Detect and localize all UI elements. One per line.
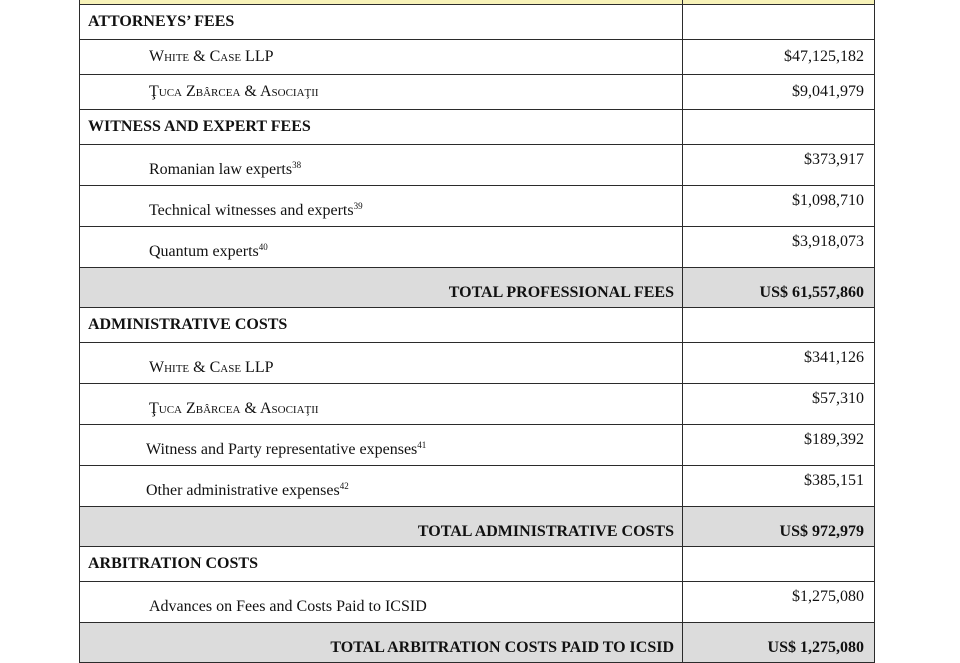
total-label: TOTAL ADMINISTRATIVE COSTS	[80, 507, 683, 547]
empty-amount-cell	[683, 308, 875, 343]
section-heading-attorneys-fees	[80, 5, 875, 40]
table-row	[80, 384, 875, 425]
footnote-ref: 38	[292, 160, 302, 171]
table-row	[80, 145, 875, 186]
row-label: Other administrative expenses	[146, 482, 340, 500]
table-row	[80, 425, 875, 466]
row-label: White & Case LLP	[80, 343, 683, 384]
row-amount: $57,310	[683, 384, 875, 425]
section-heading-label: ADMINISTRATIVE COSTS	[80, 308, 683, 343]
row-label-cell	[80, 186, 683, 227]
footnote-ref: 39	[353, 201, 363, 212]
row-amount: $189,392	[683, 425, 875, 466]
row-label: Technical witnesses and experts	[149, 202, 354, 220]
total-label: TOTAL ARBITRATION COSTS PAID TO ICSID	[80, 623, 683, 663]
costs-table	[79, 0, 875, 663]
total-row-professional-fees	[80, 268, 875, 308]
footnote-ref: 42	[339, 481, 349, 492]
row-label: Ţuca Zbârcea & Asociaţii	[80, 384, 683, 425]
row-amount: $385,151	[683, 466, 875, 507]
empty-amount-cell	[683, 5, 875, 40]
row-amount: $3,918,073	[683, 227, 875, 268]
row-label: Romanian law experts	[149, 161, 293, 179]
row-label: Advances on Fees and Costs Paid to ICSID	[80, 582, 683, 623]
row-label-cell	[80, 466, 683, 507]
row-label-cell	[80, 227, 683, 268]
section-heading-label: WITNESS AND EXPERT FEES	[80, 110, 683, 145]
row-label: Quantum experts	[149, 243, 259, 261]
row-amount: $1,098,710	[683, 186, 875, 227]
table-row	[80, 227, 875, 268]
row-amount: $341,126	[683, 343, 875, 384]
section-heading-administrative-costs	[80, 308, 875, 343]
row-label: Ţuca Zbârcea & Asociaţii	[80, 75, 683, 110]
section-heading-label: ATTORNEYS’ FEES	[80, 5, 683, 40]
row-amount: $1,275,080	[683, 582, 875, 623]
footnote-ref: 41	[417, 440, 427, 451]
row-label-cell	[80, 145, 683, 186]
total-amount: US$ 1,275,080	[683, 623, 875, 663]
total-amount: US$ 972,979	[683, 507, 875, 547]
empty-amount-cell	[683, 547, 875, 582]
row-label: Witness and Party representative expenses	[146, 441, 418, 459]
table-row	[80, 582, 875, 623]
section-heading-witness-expert-fees	[80, 110, 875, 145]
empty-amount-cell	[683, 110, 875, 145]
row-label: White & Case LLP	[80, 40, 683, 75]
table-row	[80, 40, 875, 75]
row-amount: $47,125,182	[683, 40, 875, 75]
section-heading-arbitration-costs	[80, 547, 875, 582]
table-row	[80, 343, 875, 384]
row-amount: $9,041,979	[683, 75, 875, 110]
table-row	[80, 75, 875, 110]
footnote-ref: 40	[258, 242, 268, 253]
table-row	[80, 186, 875, 227]
total-label: TOTAL PROFESSIONAL FEES	[80, 268, 683, 308]
table-row	[80, 466, 875, 507]
total-row-arbitration-costs	[80, 623, 875, 663]
section-heading-label: ARBITRATION COSTS	[80, 547, 683, 582]
row-label-cell	[80, 425, 683, 466]
total-row-administrative-costs	[80, 507, 875, 547]
row-amount: $373,917	[683, 145, 875, 186]
total-amount: US$ 61,557,860	[683, 268, 875, 308]
